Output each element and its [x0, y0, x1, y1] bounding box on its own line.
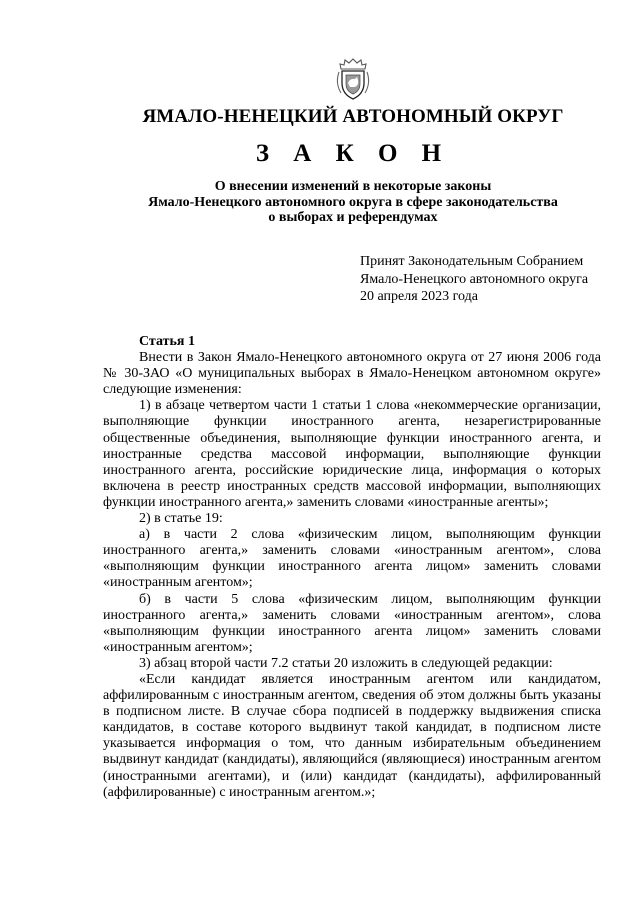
law-heading-line: о выборах и референдумах — [268, 210, 438, 225]
region-name: ЯМАЛО-НЕНЕЦКИЙ АВТОНОМНЫЙ ОКРУГ — [142, 106, 564, 127]
adoption-line: Принят Законодательным Собранием — [360, 254, 584, 269]
adoption-block — [360, 253, 588, 306]
coat-of-arms-icon — [330, 56, 376, 102]
law-heading-line: О внесении изменений в некоторые законы — [214, 179, 492, 194]
article-paragraph: Внести в Закон Ямало-Ненецкого автономного округа от 27 июня 2006 года № 30-ЗАО «О муниципальных выборах в Ямало-Ненецком автономном округе» следующие изменения: — [103, 350, 601, 398]
article-paragraph: 1) в абзаце четвертом части 1 статьи 1 слова «некоммерческие организации, выполняющие функции иностранного агента, незарегистрированные общественные объединения, выполняющие функции иностранного агента, и иностранные средства массовой информации, выполняющие функции иностранного агента, российские юридические лица, информация о которых включена в реестр иностранных средств массовой информации, выполняющих функции иностранного агента,» заменить словами «иностранные агенты»; — [103, 398, 601, 510]
adoption-date: 20 апреля 2023 года — [360, 289, 478, 304]
article-paragraph: «Если кандидат является иностранным агентом или кандидатом, аффилированным с иностранным агентом, сведения об этом должны быть указаны в подписном листе. В случае сбора подписей в поддержку выдвижения списка кандидатов, в составе которого выдвинут такой кандидат, в подписном листе указывается информация о том, что данным избирательным объединением выдвинут кандидат (кандидаты), являющийся (являющиеся) иностранным агентом (иностранными агентами), и (или) кандидат (кандидаты), аффилированный (аффилированные) с иностранным агентом.»; — [103, 671, 601, 800]
article-body — [103, 334, 601, 801]
law-heading — [0, 179, 640, 226]
law-heading-line: Ямало-Ненецкого автономного округа в сфере законодательства — [148, 194, 558, 210]
document-type-title: З А К О Н — [255, 140, 451, 167]
article-title: Статья 1 — [139, 334, 195, 349]
article-paragraph: а) в части 2 слова «физическим лицом, выполняющим функции иностранного агента,» заменить словами «иностранным агентом», слова «выполняющим функции иностранного агента лицом» заменить словами «иностранным агентом»; — [103, 527, 601, 591]
article-paragraph: 3) абзац второй части 7.2 статьи 20 изложить в следующей редакции: — [139, 655, 553, 671]
article-paragraph: 2) в статье 19: — [139, 511, 223, 527]
article-paragraph: б) в части 5 слова «физическим лицом, выполняющим функции иностранного агента,» заменить словами «иностранным агентом», слова «выполняющим функции иностранного агента лицом» заменить словами «иностранным агентом»; — [103, 591, 601, 655]
adoption-line: Ямало-Ненецкого автономного округа — [360, 271, 589, 287]
